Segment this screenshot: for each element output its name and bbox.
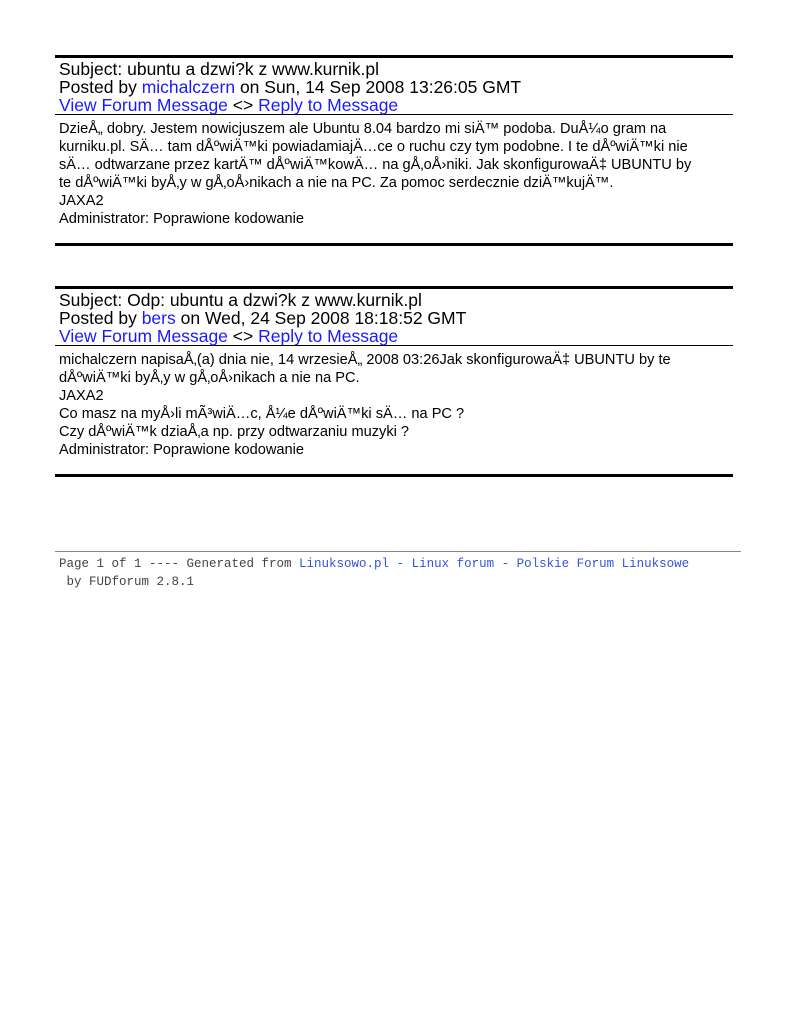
body-line: Czy dÅºwiÄ™k dziaÅ‚a np. przy odtwarzaniu muzyki ? <box>59 424 410 440</box>
action-separator: <> <box>227 326 259 346</box>
reply-to-message-link[interactable]: Reply to Message <box>258 95 399 115</box>
posted-by-label: Posted by <box>59 77 142 97</box>
footer-prefix: Page 1 of 1 ---- Generated from <box>59 557 300 571</box>
post-subject: ubuntu a dzwi?k z www.kurnik.pl <box>127 59 380 79</box>
post-bottom-divider <box>55 243 733 246</box>
body-line: Administrator: Poprawione kodowanie <box>59 211 304 227</box>
body-line: Administrator: Poprawione kodowanie <box>59 442 304 458</box>
posted-by-line <box>59 78 733 96</box>
posted-by-label: Posted by <box>59 308 142 328</box>
post-bottom-divider <box>55 474 733 477</box>
reply-to-message-link[interactable]: Reply to Message <box>258 326 399 346</box>
body-line: JAXA2 <box>59 193 104 209</box>
post-actions <box>59 327 733 345</box>
view-forum-message-link[interactable]: View Forum Message <box>59 326 228 346</box>
post-actions <box>59 96 733 114</box>
posted-by-line <box>59 309 733 327</box>
action-separator: <> <box>227 95 259 115</box>
post-subject: Odp: ubuntu a dzwi?k z www.kurnik.pl <box>127 290 422 310</box>
body-line: michalczern napisaÅ‚(a) dnia nie, 14 wrzesieÅ„ 2008 03:26Jak skonfigurowaÄ‡ UBUNTU by te <box>59 352 671 368</box>
forum-home-link[interactable]: Linuksowo.pl - Linux forum - Polskie Forum Linuksowe <box>299 557 690 571</box>
post-body <box>55 346 733 474</box>
subject-label: Subject: <box>59 290 128 310</box>
subject-line <box>59 60 733 78</box>
subject-label: Subject: <box>59 59 128 79</box>
post-body <box>55 115 733 243</box>
forum-post <box>55 55 733 246</box>
post-date: on Sun, 14 Sep 2008 13:26:05 GMT <box>235 77 522 97</box>
view-forum-message-link[interactable]: View Forum Message <box>59 95 228 115</box>
body-line: Co masz na myÅ›li mÃ³wiÄ…c, Å¼e dÅºwiÄ™ki sÄ… na PC ? <box>59 406 465 422</box>
post-date: on Wed, 24 Sep 2008 18:18:52 GMT <box>175 308 467 328</box>
author-link[interactable]: michalczern <box>141 77 236 97</box>
page-footer <box>55 551 741 591</box>
post-header <box>55 58 733 114</box>
footer-suffix: by FUDforum 2.8.1 <box>59 575 195 589</box>
body-line: DzieÅ„ dobry. Jestem nowicjuszem ale Ubuntu 8.04 bardzo mi siÄ™ podoba. DuÅ¼o gram na <box>59 121 667 137</box>
body-line: JAXA2 <box>59 388 104 404</box>
body-line: sÄ… odtwarzane przez kartÄ™ dÅºwiÄ™kowÄ… na gÅ‚oÅ›niki. Jak skonfigurowaÄ‡ UBUNTU by <box>59 157 692 173</box>
body-line: te dÅºwiÄ™ki byÅ‚y w gÅ‚oÅ›nikach a nie na PC. Za pomoc serdecznie dziÄ™kujÄ™. <box>59 175 614 191</box>
body-line: dÅºwiÄ™ki byÅ‚y w gÅ‚oÅ›nikach a nie na PC. <box>59 370 360 386</box>
author-link[interactable]: bers <box>141 308 176 328</box>
body-line: kurniku.pl. SÄ… tam dÅºwiÄ™ki powiadamiajÄ…ce o ruchu czy tym podobne. I te dÅºwiÄ™ki nie <box>59 139 688 155</box>
forum-post <box>55 286 733 477</box>
subject-line <box>59 291 733 309</box>
post-header <box>55 289 733 345</box>
